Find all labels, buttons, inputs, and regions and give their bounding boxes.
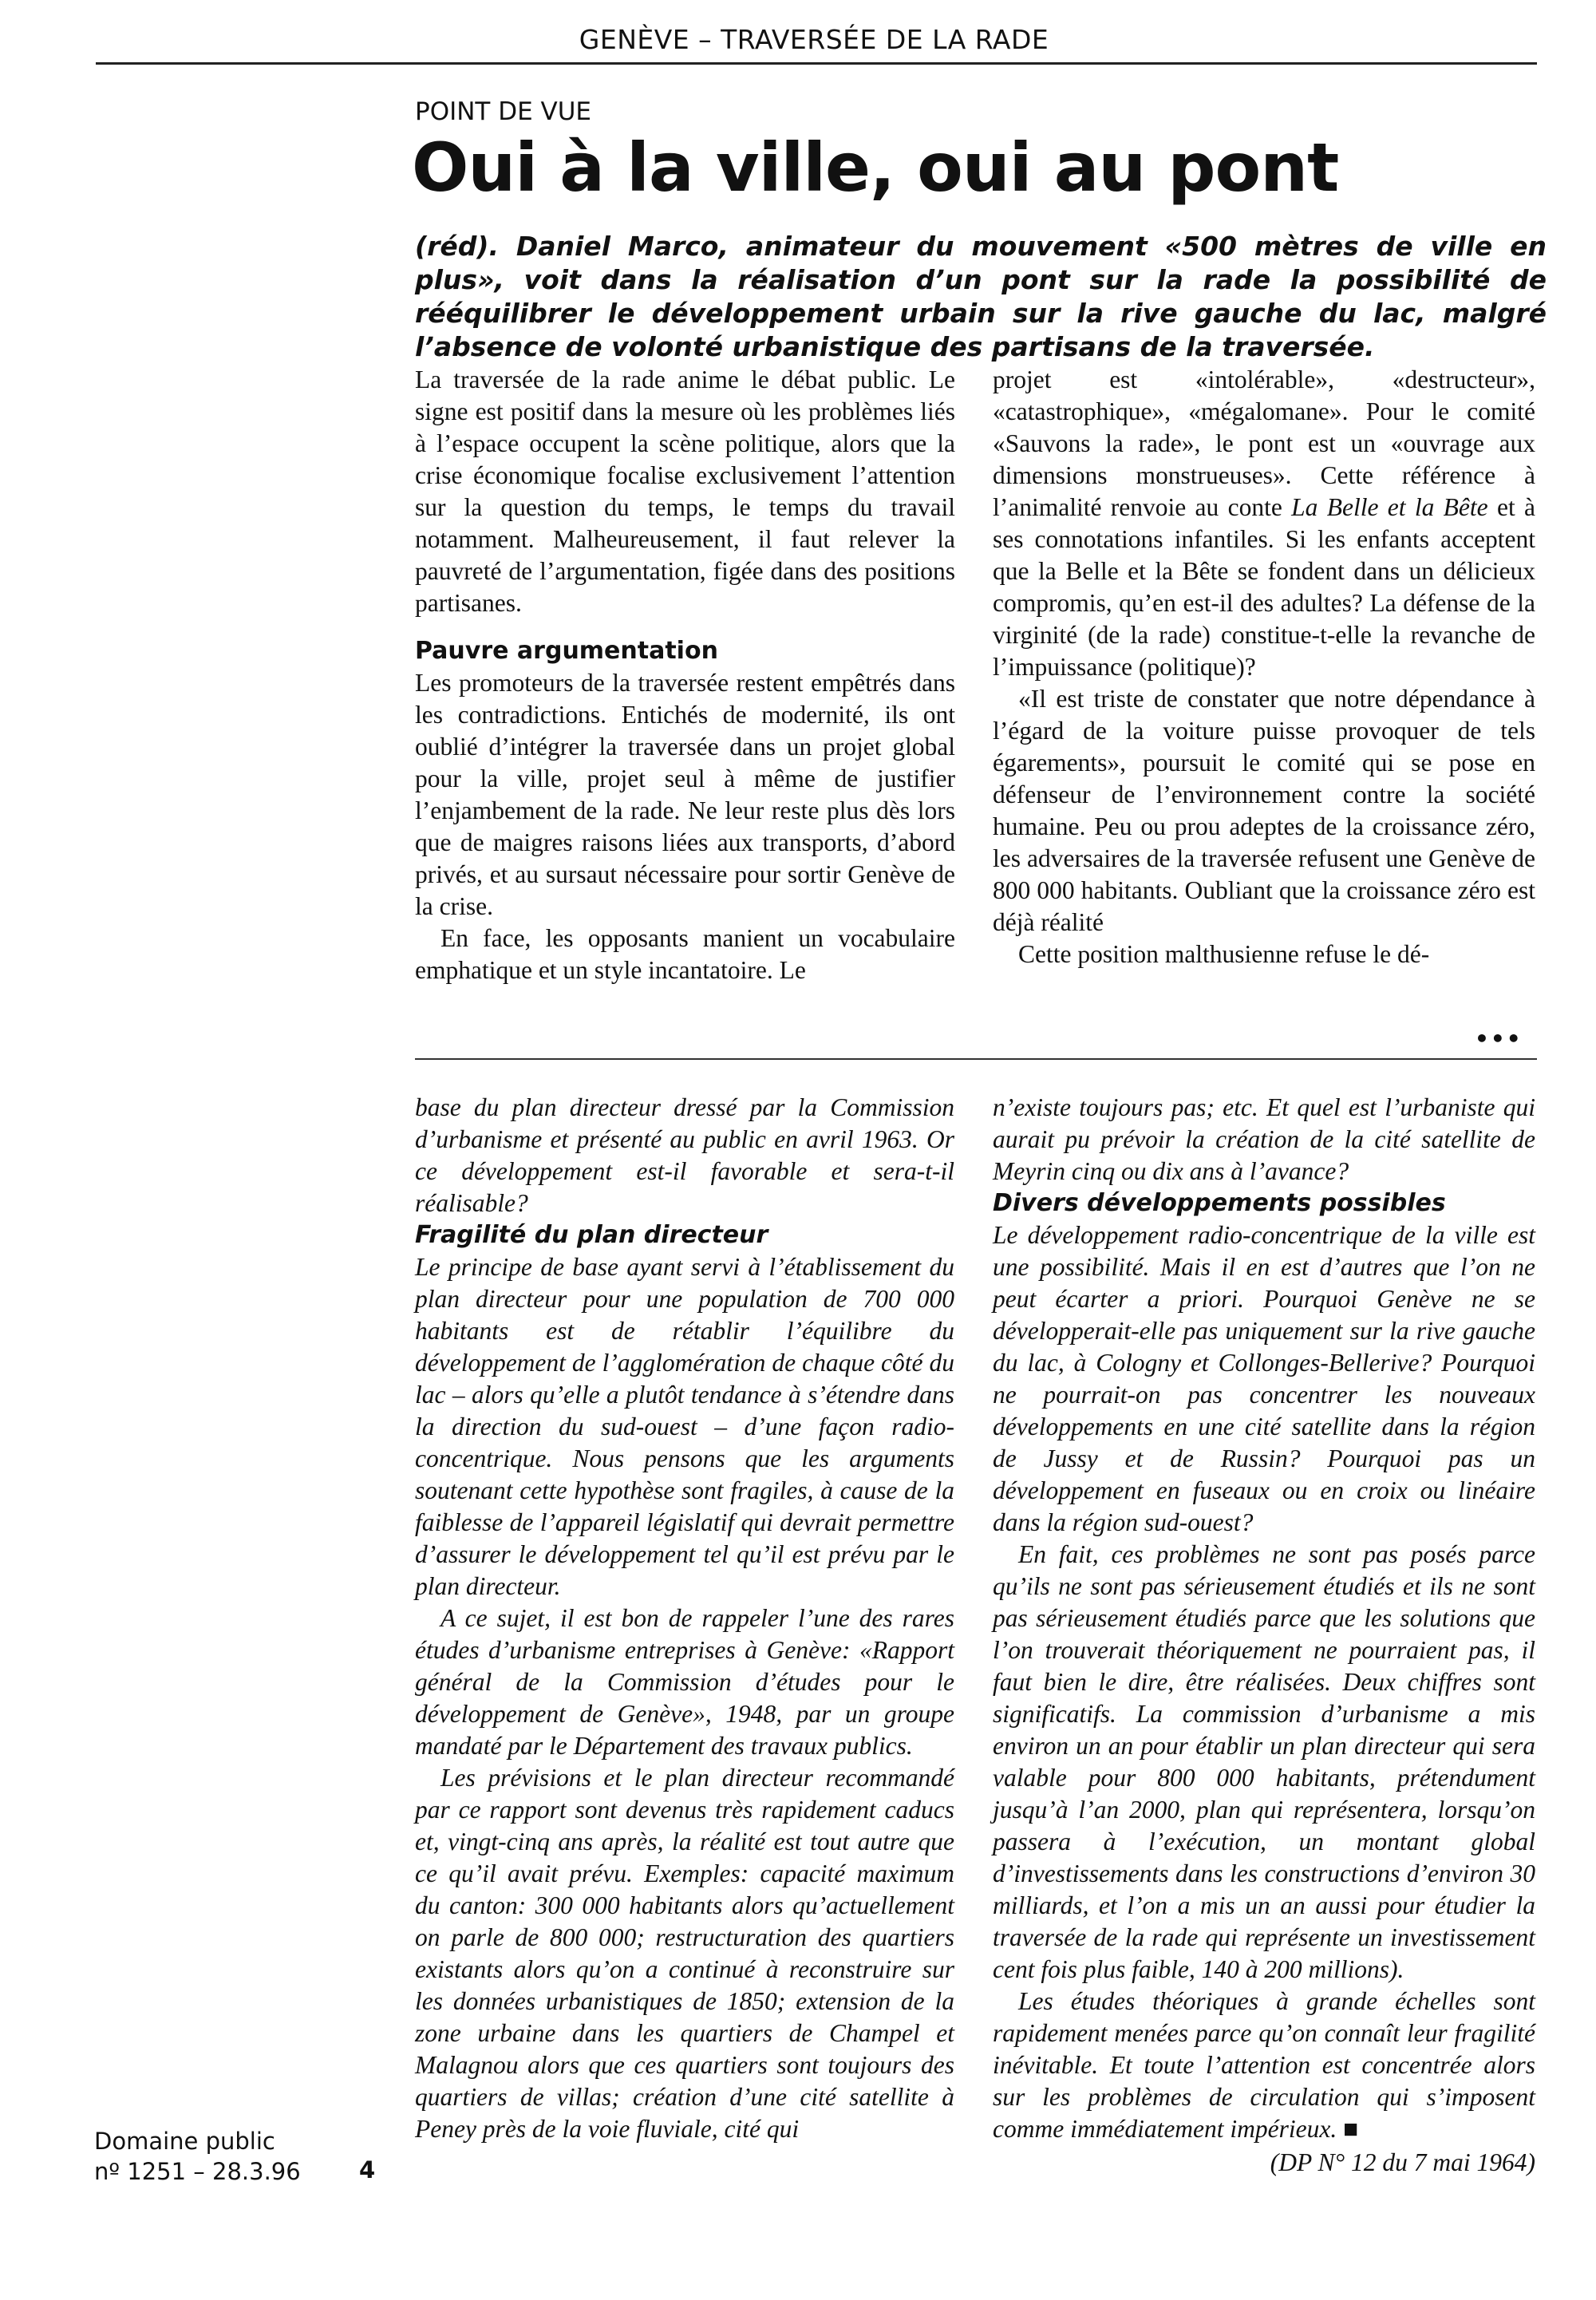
article-paragraph: Cette position malthusienne refuse le dé- (1018, 940, 1430, 968)
archive-heading: Fragilité du plan directeur (415, 1221, 768, 1249)
header-rule (96, 62, 1537, 65)
article-column-left (415, 364, 955, 986)
archive-paragraph (993, 1986, 1535, 2145)
article-paragraph: Les promoteurs de la traversée restent empêtrés dans les contradictions. Entichés de modernité, ils ont oublié d’intégrer la traversée dans un projet global pour la ville, projet seul à même de justifier l’enjambement de la rade. Ne leur reste plus dès lors que de maigres raisons liées aux transports, d’abord privés, et au sursaut nécessaire pour sortir Genève de la crise. (415, 669, 955, 920)
standfirst: (réd). Daniel Marco, animateur du mouvement «500 mètres de ville en plus», voit dans la réalisation d’un pont sur la rade la possibilité de rééquilibrer le développement urbain sur la rive gauche du lac, malgré l’absence de volonté urbanistique des partisans de la traversée. (415, 231, 1547, 362)
archive-paragraph: base du plan directeur dressé par la Commission d’urbanisme et présenté au public en avril 1963. Or ce développement est-il favorable et sera-t-il réalisable? (415, 1093, 954, 1217)
headline: Oui à la ville, oui au pont (412, 128, 1339, 207)
section-rule (415, 1058, 1537, 1060)
archive-text: Les études théoriques à grande échelles sont rapidement menées parce qu’on connaît leur fragilité inévitable. Et toute l’attention est concentrée alors sur les problèmes de circulation qui s’imposent comme immédiatement impérieux. (993, 1987, 1535, 2143)
running-head: GENÈVE – TRAVERSÉE DE LA RADE (579, 24, 1049, 55)
article-column-right (993, 364, 1535, 970)
archive-column-left (415, 1092, 954, 2145)
work-title: La Belle et la Bête (1291, 493, 1488, 521)
archive-paragraph: A ce sujet, il est bon de rappeler l’une des rares études d’urbanisme entreprises à Genève: «Rapport général de la Commission d’études pour le développement de Genève», 1948, par un groupe mandaté par le Département des travaux publics. (415, 1604, 954, 1760)
article-paragraph: En face, les opposants manient un vocabulaire emphatique et un style incantatoire. Le (415, 924, 955, 984)
continuation-mark: ••• (1475, 1026, 1523, 1052)
page-number: 4 (359, 2156, 376, 2183)
end-of-article-mark: ■ (1337, 2115, 1359, 2143)
article-text: projet est «intolérable», «destructeur», «catastrophique», «mégalomane». Pour le comité «Sauvons la rade», le pont est un «ouvrage aux dimensions monstrueuses». Cette référence à l’animalité renvoie au conte (993, 366, 1535, 521)
source-note: (DP N° 12 du 7 mai 1964) (1270, 2148, 1535, 2176)
archive-heading: Divers développements possibles (993, 1189, 1446, 1217)
article-paragraph: «Il est triste de constater que notre dépendance à l’égard de la voiture puisse provoquer de tels égarements», poursuit le comité qui se pose en défenseur de l’environnement contre la société humaine. Peu ou prou adeptes de la croissance zéro, les adversaires de la traversée refusent une Genève de 800 000 habitants. Oubliant que la croissance zéro est déjà réalité (993, 685, 1535, 936)
archive-paragraph: En fait, ces problèmes ne sont pas posés parce qu’ils ne sont pas sérieusement étudiés et ils ne sont pas sérieusement étudiés parce que les solutions que l’on trouverait théoriquement ne pourraient pas, il faut bien le dire, être réalisées. Deux chiffres sont significatifs. La commission d’urbanisme a mis environ un an pour établir un plan directeur qui sera valable pour 800 000 habitants, prétendument jusqu’à l’an 2000, plan qui représentera, lorsqu’on passera à l’exécution, un montant global d’investissements dans les constructions d’environ 30 milliards, et l’on a mis un an aussi pour étudier la traversée de la rade qui représente un investissement cent fois plus faible, 140 à 200 millions). (993, 1540, 1535, 1983)
publication-name: Domaine public (94, 2128, 275, 2155)
publication-info (94, 2126, 301, 2187)
archive-paragraph: n’existe toujours pas; etc. Et quel est l’urbaniste qui aurait pu prévoir la création de la cité satellite de Meyrin cinq ou dix ans à l’avance? (993, 1093, 1535, 1185)
article-paragraph (993, 364, 1535, 683)
archive-column-right (993, 1092, 1535, 2179)
archive-paragraph: Le principe de base ayant servi à l’établissement du plan directeur pour une population de 700 000 habitants est de rétablir l’équilibre du développement de l’agglomération de chaque côté du lac – alors qu’elle a plutôt tendance à s’étendre dans la direction du sud-ouest – d’une façon radio-concentrique. Nous pensons que les arguments soutenant cette hypothèse sont fragiles, à cause de la faiblesse de l’appareil législatif qui devrait permettre d’assurer le développement tel qu’il est prévu par le plan directeur. (415, 1253, 954, 1600)
archive-paragraph: Le développement radio-concentrique de la ville est une possibilité. Mais il en est d’autres que l’on ne peut écarter a priori. Pourquoi Genève ne se développerait-elle pas uniquement sur la rive gauche du lac, à Cologny et Collonges-Bellerive? Pourquoi ne pourrait-on pas concentrer les nouveaux développements en une cité satellite dans la région de Jussy et de Russin? Pourquoi pas un développement en fuseaux ou en croix ou linéaire dans la région sud-ouest? (993, 1221, 1535, 1536)
section-heading: Pauvre argumentation (415, 637, 718, 665)
article-text: et à ses connotations infantiles. Si les enfants acceptent que la Belle et la Bête se fondent dans un délicieux compromis, qu’en est-il des adultes? La défense de la virginité (de la rade) constitue-t-elle la revanche de l’impuissance (politique)? (993, 493, 1536, 681)
issue-info: nº 1251 – 28.3.96 (94, 2158, 301, 2185)
article-paragraph: La traversée de la rade anime le débat public. Le signe est positif dans la mesure où les problèmes liés à l’espace occupent la scène politique, alors que la crise économique focalise exclusivement l’attention sur la question du temps, le temps du travail notamment. Malheureusement, il faut relever la pauvreté de l’argumentation, figée dans des positions partisanes. (415, 366, 955, 617)
kicker: POINT DE VUE (415, 97, 592, 126)
archive-paragraph: Les prévisions et le plan directeur recommandé par ce rapport sont devenus très rapidement caducs et, vingt-cinq ans après, la réalité est tout autre que ce qu’il avait prévu. Exemples: capacité maximum du canton: 300 000 habitants alors qu’actuellement on parle de 800 000; restructuration des quartiers existants alors qu’on a continué à reconstruire sur les données urbanistiques de 1850; extension de la zone urbaine dans les quartiers de Champel et Malagnou alors que ces quartiers sont toujours des quartiers de villas; création d’une cité satellite à Peney près de la voie fluviale, cité qui (415, 1764, 954, 2143)
